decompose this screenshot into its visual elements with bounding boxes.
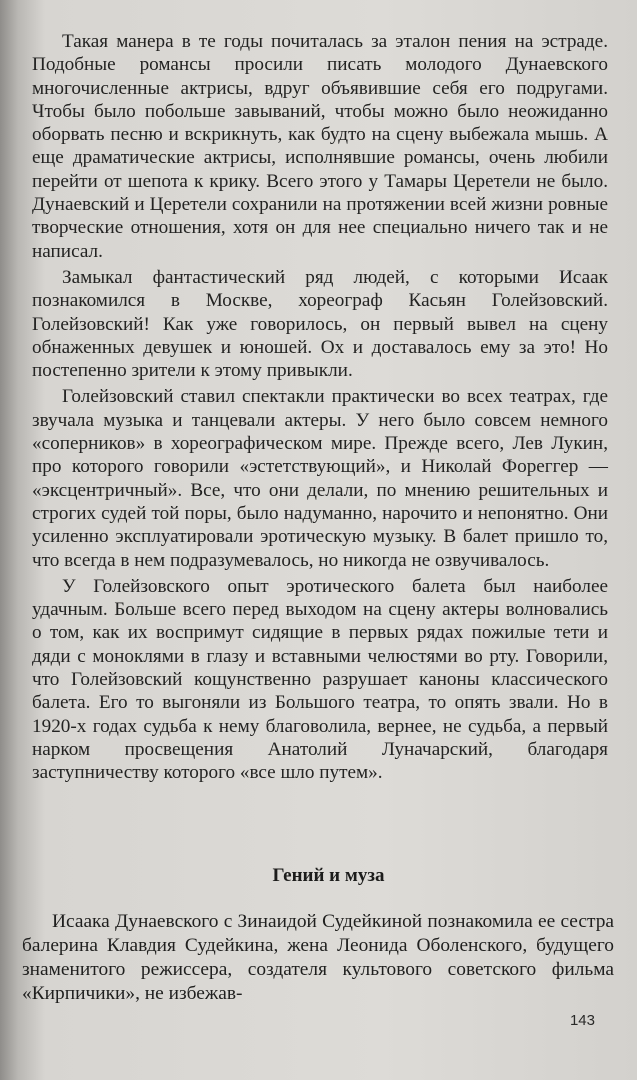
main-text xyxy=(32,30,608,785)
paragraph: Исаака Дунаевского с Зинаидой Судейкиной познакомила ее сестра балерина Клавдия Судейкина, жена Леонида Оболенского, будущего знаменитого режиссера, создателя культового советского фильма «Кирпичики», не избежав- xyxy=(22,911,614,1004)
paragraph: Голейзовский ставил спектакли практически во всех театрах, где звучала музыка и танцевали актеры. У него было совсем немного «соперников» в хореографическом мире. Прежде всего, Лев Лукин, про которого говорили «эстетствующий», и Николай Фореггер — «эксцентричный». Все, что они делали, по мнению решительных и строгих судей той поры, было надуманно, нарочито и непонятно. Они усиленно эксплуатировали эротическую музыку. В балет пришло то, что всегда в нем подразумевалось, но никогда не озвучивалось. xyxy=(32,386,608,571)
paragraph: Замыкал фантастический ряд людей, с которыми Исаак познакомился в Москве, хореограф Касьян Голейзовский. Голейзовский! Как уже говорилось, он первый вывел на сцену обнаженных девушек и юношей. Ох и доставалось ему за это! Но постепенно зрители к этому привыкли. xyxy=(32,266,608,382)
section-text xyxy=(22,910,614,1006)
page-number: 143 xyxy=(569,1012,595,1029)
paragraph: Такая манера в те годы почиталась за эталон пения на эстраде. Подобные романсы просили писать молодого Дунаевского многочисленные актрисы, вдруг объявившие себя его подругами. Чтобы было побольше завываний, чтобы можно было неожиданно оборвать песню и вскрикнуть, как будто на сцену выбежала мышь. А еще драматические актрисы, исполнявшие романсы, очень любили перейти от шепота к крику. Всего этого у Тамары Церетели не было. Дунаевский и Церетели сохранили на протяжении всей жизни ровные творческие отношения, хотя он для нее специально ничего так и не написал. xyxy=(32,31,608,262)
section-heading: Гений и муза xyxy=(272,865,385,886)
paragraph: У Голейзовского опыт эротического балета был наиболее удачным. Больше всего перед выходом на сцену актеры волновались о том, как их воспримут сидящие в первых рядах пожилые тети и дяди с моноклями в глазу и вставными челюстями во рту. Говорили, что Голейзовский кощунственно разрушает каноны классического балета. Его то выгоняли из Большого театра, то опять звали. Но в 1920-х годах судьба к нему благоволила, вернее, не судьба, а первый нарком просвещения Анатолий Луначарский, благодаря заступничеству которого «все шло путем». xyxy=(32,575,608,784)
